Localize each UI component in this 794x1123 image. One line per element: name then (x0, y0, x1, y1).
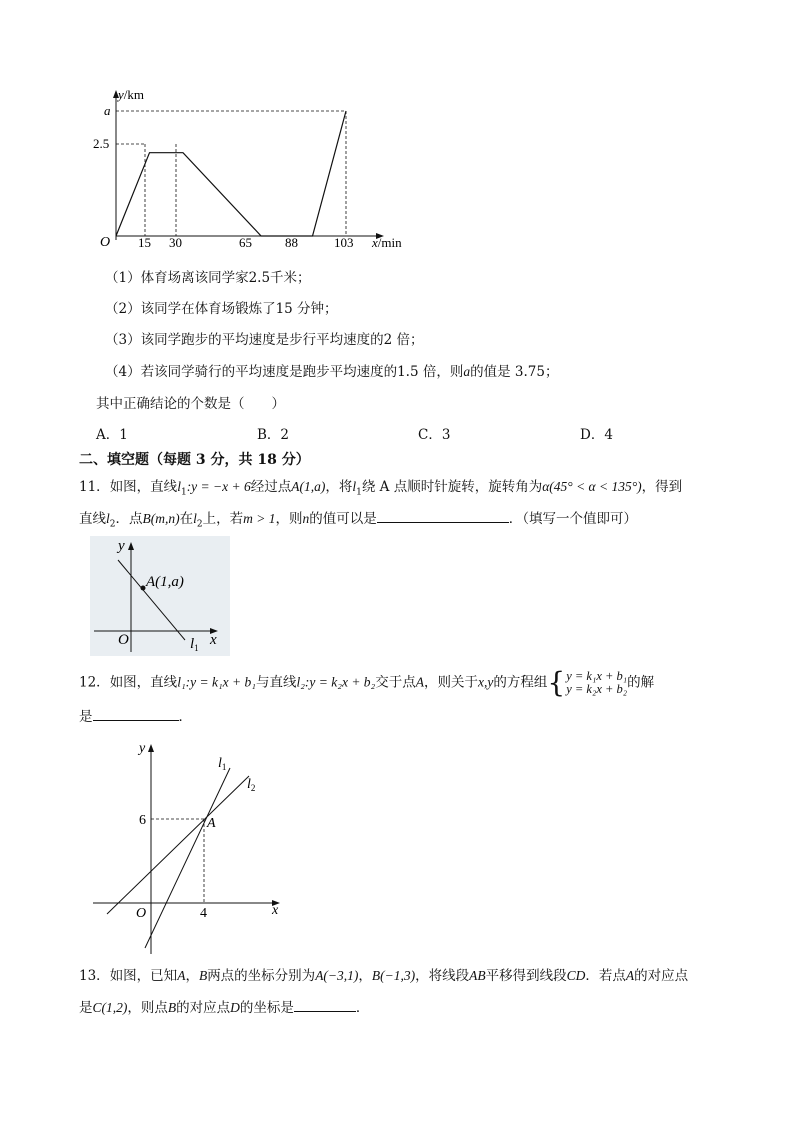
option-c[interactable]: C．3 (418, 427, 451, 443)
y-axis-label: y/km (118, 87, 145, 102)
distance-series-line (116, 111, 346, 236)
x-tick-103: 103 (334, 235, 354, 250)
option-b[interactable]: B．2 (257, 427, 290, 443)
statement-3: （3）该同学跑步的平均速度是步行平均速度的2 倍； (105, 332, 424, 348)
q11-line2: 直线$l_2$．点B(m,n)在$l_2$上，若m > 1，则n的值可以是 ．（填写一个值即可） (79, 508, 637, 535)
y-tick-2-5: 2.5 (93, 136, 110, 151)
x-tick-65: 65 (239, 235, 252, 250)
option-a[interactable]: A．1 (96, 427, 128, 443)
option-d[interactable]: D．4 (580, 427, 613, 443)
question-prompt: 其中正确结论的个数是（ ） (96, 396, 285, 412)
section-heading: 二、填空题（每题 3 分，共 18 分） (79, 452, 310, 468)
q11-point-a-label: A(1,a) (146, 574, 184, 590)
q11-origin: O (118, 632, 129, 648)
q11-y-label: y (118, 538, 125, 554)
q13-answer-blank[interactable] (294, 997, 356, 1012)
q11-point-a (141, 586, 146, 591)
q12-x-tick-4: 4 (200, 906, 207, 921)
q12-l2-label: $l_2$ (247, 777, 256, 793)
q12-line-l1 (145, 768, 230, 948)
q12-y-arrow (148, 744, 154, 752)
q12-y-label: y (139, 741, 146, 756)
q13-line2: 是C(1,2)，则点B的对应点D的坐标是 ． (79, 997, 369, 1018)
q12-point-a-label: A (207, 816, 216, 831)
q11-l1-label: $l_1$ (190, 636, 199, 653)
x-tick-88: 88 (285, 235, 298, 250)
x-tick-15: 15 (138, 235, 151, 250)
q11-figure (90, 536, 230, 656)
q11-line1: 11．如图，直线$l_1:y = -x + 6$经过点A(1,a)，将$l_1$绕 A 点顺时针旋转，旋转角为α(45° < α < 135°)，得到 (79, 479, 683, 498)
y-tick-a: a (104, 103, 111, 118)
q12-y-tick-6: 6 (139, 813, 146, 828)
q13-line1: 13．如图，已知A，B两点的坐标分别为A(−3,1)，B(−1,3)，将线段AB平移得到线段CD．若点A的对应点 (79, 968, 689, 984)
q12-l1-label: $l_1$ (218, 756, 227, 772)
q11-answer-blank[interactable] (377, 508, 509, 523)
statement-2: （2）该同学在体育场锻炼了15 分钟； (105, 301, 338, 317)
equation-system: { y = k₁x + b₁ y = k₂x + b₂ (547, 666, 628, 699)
q12-line1: 12．如图，直线l₁:y = k₁x + b₁与直线l₂:y = k₂x + b₂交于点A，则关于x,y的方程组 { y = k₁x + b₁ y = k₂x + b₂ 的解 (79, 666, 655, 699)
statement-1: （1）体育场离该同学家2.5千米； (105, 270, 311, 286)
statement-4: （4）若该同学骑行的平均速度是跑步平均速度的1.5 倍，则a的值是 3.75； (105, 364, 559, 380)
q12-line2: 是 ． (79, 706, 192, 727)
q11-x-label: x (210, 632, 217, 648)
q12-answer-blank[interactable] (93, 706, 179, 721)
q12-line-l2 (107, 776, 249, 914)
x-axis-label: x/min (372, 235, 402, 250)
q12-x-label: x (272, 903, 279, 918)
q12-figure (90, 736, 290, 958)
q11-figure-background (90, 536, 230, 656)
x-tick-30: 30 (169, 235, 182, 250)
origin-label: O (100, 235, 111, 250)
q12-origin: O (136, 906, 147, 921)
distance-time-graph (88, 84, 418, 254)
